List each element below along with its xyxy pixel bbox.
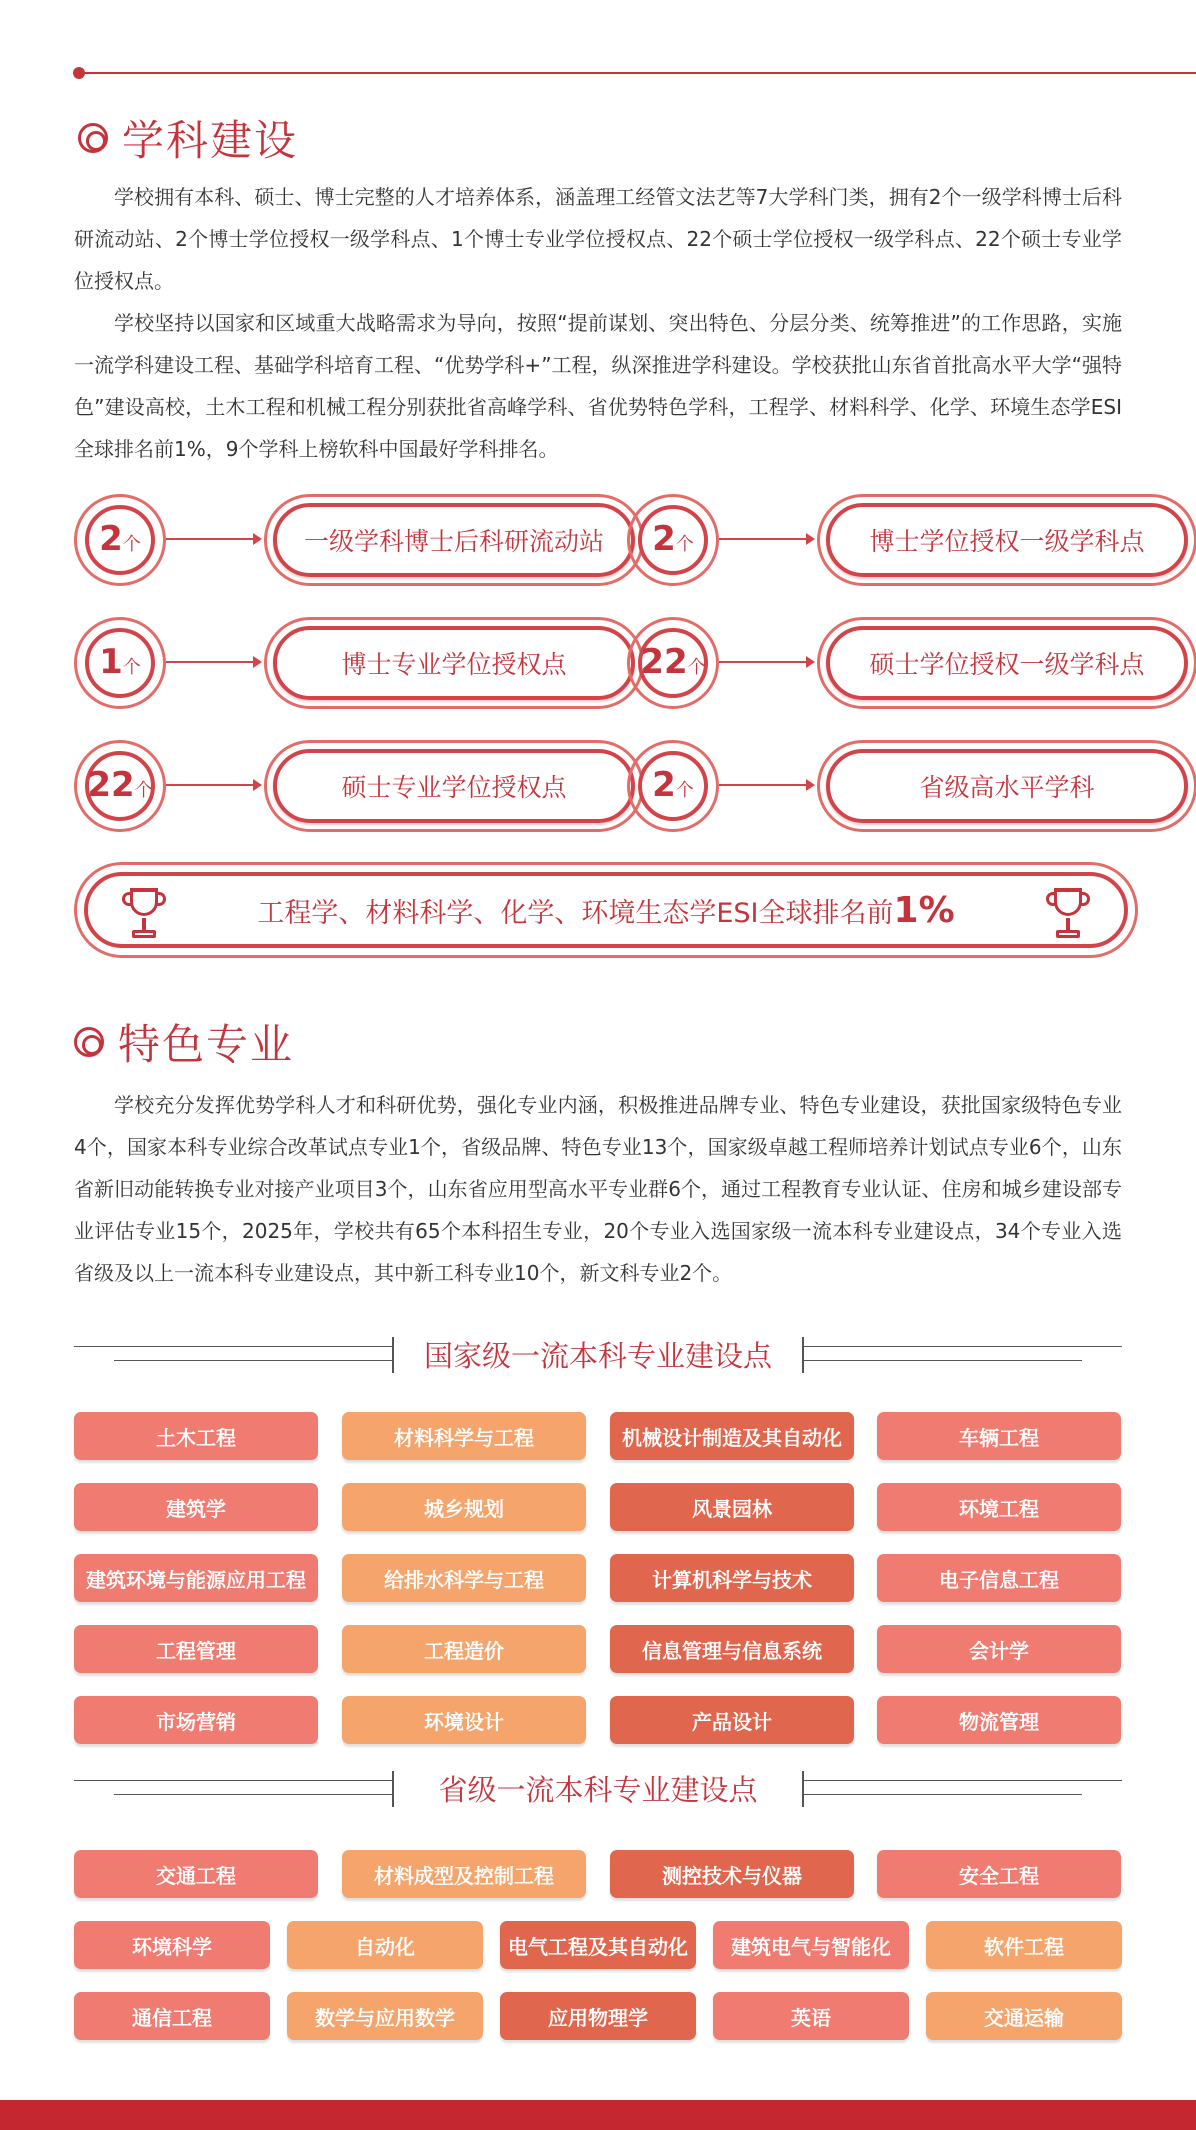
major-tag: 测控技术与仪器 (610, 1850, 854, 1898)
major-tag: 风景园林 (610, 1483, 854, 1531)
major-tag: 环境科学 (74, 1921, 270, 1969)
count-badge (627, 740, 719, 832)
majors-paragraph: 学校充分发挥优势学科人才和科研优势，强化专业内涵，积极推进品牌专业、特色专业建设，获批国家级特色专业4个，国家本科专业综合改革试点专业1个，省级品牌、特色专业13个，国家级卓越工程师培养计划试点专业6个，山东省新旧动能转换专业对接产业项目3个，山东省应用型高水平专业群6个，通过工程教育专业认证、住房和城乡建设部专业评估专业15个，2025年，学校共有65个本科招生专业，20个专业入选国家级一流本科专业建设点，34个专业入选省级及以上一流本科专业建设点，其中新工科专业10个，新文科专业2个。 (74, 1093, 1122, 1285)
major-tag: 电子信息工程 (877, 1554, 1121, 1602)
stat-unit: 个 (675, 780, 694, 801)
stat-label-pill (817, 617, 1196, 709)
stat-number: 2 (99, 519, 123, 559)
provincial-heading (74, 1764, 1122, 1814)
section-title-text: 特色专业 (118, 1020, 295, 1069)
stat-item (627, 740, 1157, 832)
stat-unit: 个 (122, 657, 141, 678)
major-tag: 会计学 (877, 1625, 1121, 1673)
major-tag: 计算机科学与技术 (610, 1554, 854, 1602)
section-title-majors (74, 1012, 294, 1072)
provincial-heading-text: 省级一流本科专业建设点 (438, 1773, 758, 1807)
stat-number: 2 (652, 519, 676, 559)
esi-highlight: 1% (893, 889, 955, 931)
section-title-discipline (78, 108, 298, 168)
major-tag: 材料成型及控制工程 (342, 1850, 586, 1898)
arrow-icon (166, 784, 260, 786)
stat-number: 22 (87, 765, 135, 805)
major-tag: 交通运输 (926, 1992, 1122, 2040)
stat-number: 2 (652, 765, 676, 805)
arrow-icon (719, 538, 813, 540)
stat-label: 硕士学位授权一级学科点 (826, 626, 1188, 700)
major-tag: 英语 (713, 1992, 909, 2040)
stat-unit: 个 (134, 780, 153, 801)
major-tag: 物流管理 (877, 1696, 1121, 1744)
double-circle-icon (78, 123, 108, 153)
stat-label: 一级学科博士后科研流动站 (273, 503, 635, 577)
arrow-icon (166, 538, 260, 540)
major-tag: 自动化 (287, 1921, 483, 1969)
esi-banner (74, 862, 1138, 958)
major-tag: 材料科学与工程 (342, 1412, 586, 1460)
stat-label-pill (817, 740, 1196, 832)
major-tag: 电气工程及其自动化 (500, 1921, 696, 1969)
stat-label: 硕士专业学位授权点 (273, 749, 635, 823)
major-tag: 机械设计制造及其自动化 (610, 1412, 854, 1460)
stat-label-pill (264, 617, 644, 709)
national-heading-text: 国家级一流本科专业建设点 (423, 1339, 772, 1373)
count-badge (74, 617, 166, 709)
count-badge (627, 617, 719, 709)
stat-item (74, 617, 604, 709)
arrow-icon (166, 661, 260, 663)
stat-label: 省级高水平学科 (826, 749, 1188, 823)
major-tag: 工程造价 (342, 1625, 586, 1673)
section-title-text: 学科建设 (122, 116, 299, 165)
stat-label-pill (264, 494, 644, 586)
stat-label: 博士学位授权一级学科点 (826, 503, 1188, 577)
major-tag: 给排水科学与工程 (342, 1554, 586, 1602)
stat-item (74, 494, 604, 586)
stat-unit: 个 (675, 534, 694, 555)
esi-text: 工程学、材料科学、化学、环境生态学ESI全球排名前 (257, 897, 894, 929)
trophy-icon (122, 888, 166, 944)
stat-number: 1 (99, 642, 123, 682)
stat-label-pill (817, 494, 1196, 586)
discipline-paragraph-1: 学校拥有本科、硕士、博士完整的人才培养体系，涵盖理工经管文法艺等7大学科门类，拥有2个一级学科博士后科研流动站、2个博士学位授权一级学科点、1个博士专业学位授权点、22个硕士学位授权一级学科点、22个硕士专业学位授权点。 (74, 185, 1122, 293)
major-tag: 工程管理 (74, 1625, 318, 1673)
arrow-icon (719, 661, 813, 663)
stat-label: 博士专业学位授权点 (273, 626, 635, 700)
discipline-paragraph-2: 学校坚持以国家和区域重大战略需求为导向，按照“提前谋划、突出特色、分层分类、统筹推进”的工作思路，实施一流学科建设工程、基础学科培育工程、“优势学科+”工程，纵深推进学科建设。学校获批山东省首批高水平大学“强特色”建设高校，土木工程和机械工程分别获批省高峰学科、省优势特色学科，工程学、材料科学、化学、环境生态学ESI全球排名前1%，9个学科上榜软科中国最好学科排名。 (74, 311, 1122, 461)
major-tag: 软件工程 (926, 1921, 1122, 1969)
major-tag: 建筑学 (74, 1483, 318, 1531)
count-badge (74, 494, 166, 586)
count-badge (627, 494, 719, 586)
major-tag: 数学与应用数学 (287, 1992, 483, 2040)
major-tag: 产品设计 (610, 1696, 854, 1744)
stat-item (627, 494, 1157, 586)
double-circle-icon (74, 1027, 104, 1057)
stat-unit: 个 (122, 534, 141, 555)
arrow-icon (719, 784, 813, 786)
major-tag: 市场营销 (74, 1696, 318, 1744)
stat-item (74, 740, 604, 832)
footer-bar (0, 2100, 1196, 2130)
national-heading (74, 1330, 1122, 1380)
major-tag: 建筑电气与智能化 (713, 1921, 909, 1969)
major-tag: 土木工程 (74, 1412, 318, 1460)
stat-label-pill (264, 740, 644, 832)
stat-unit: 个 (687, 657, 706, 678)
major-tag: 安全工程 (877, 1850, 1121, 1898)
stat-item (627, 617, 1157, 709)
count-badge (74, 740, 166, 832)
major-tag: 环境设计 (342, 1696, 586, 1744)
header-rule (80, 72, 1196, 74)
major-tag: 车辆工程 (877, 1412, 1121, 1460)
trophy-icon (1046, 888, 1090, 944)
major-tag: 建筑环境与能源应用工程 (74, 1554, 318, 1602)
major-tag: 交通工程 (74, 1850, 318, 1898)
stat-number: 22 (640, 642, 688, 682)
major-tag: 信息管理与信息系统 (610, 1625, 854, 1673)
major-tag: 城乡规划 (342, 1483, 586, 1531)
major-tag: 应用物理学 (500, 1992, 696, 2040)
major-tag: 环境工程 (877, 1483, 1121, 1531)
major-tag: 通信工程 (74, 1992, 270, 2040)
